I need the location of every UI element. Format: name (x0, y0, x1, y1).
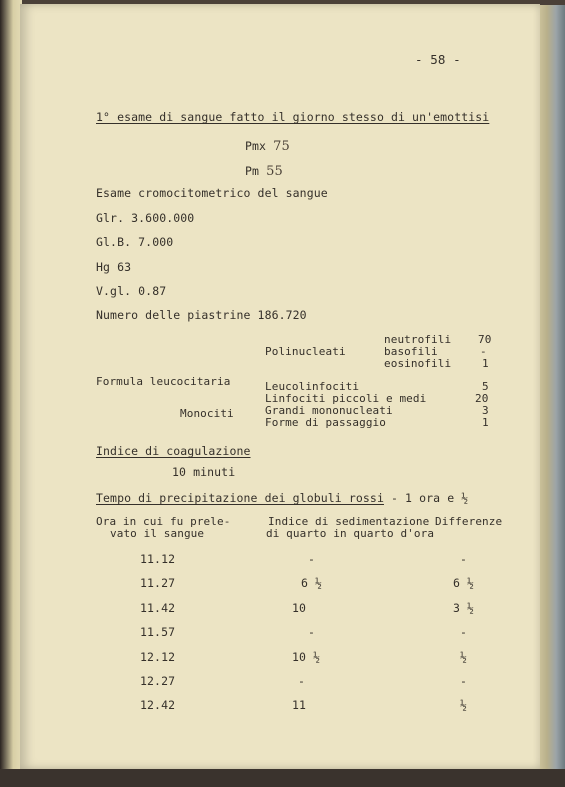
formula-item-value: 20 (475, 392, 489, 405)
row-time: 11.57 (140, 625, 176, 639)
row-diff: - (460, 552, 468, 566)
row-time: 11.27 (140, 576, 176, 590)
formula-item-name: Linfociti piccoli e medi (265, 392, 427, 405)
row-time: 12.42 (140, 698, 176, 712)
book-bottom-edge (0, 769, 565, 787)
formula-item-value: 5 (482, 380, 489, 393)
coagulation-title: Indice di coagulazione (96, 444, 251, 458)
pmx-label: Pmx (245, 139, 267, 153)
book-spine (0, 0, 22, 787)
header-col1-line1: Ora in cui fu prele- (96, 515, 231, 528)
row-index: - (298, 674, 306, 688)
coagulation-value: 10 minuti (172, 465, 236, 479)
header-col2-line2: di quarto in quarto d'ora (266, 527, 435, 540)
glr-value: Glr. 3.600.000 (96, 211, 195, 225)
formula-item-value: 70 (478, 333, 492, 346)
document-page (20, 4, 540, 769)
row-index: 10 (292, 601, 307, 615)
row-diff: 6 ½ (453, 576, 475, 590)
precipitation-title: Tempo di precipitazione dei globuli rossi (96, 491, 384, 505)
pm-line (245, 164, 283, 179)
row-index: 11 (292, 698, 307, 712)
row-diff: 3 ½ (453, 601, 475, 615)
formula-item-name: eosinofili (384, 357, 452, 370)
mononucleati-label: Monociti (180, 407, 234, 420)
row-time: 12.27 (140, 674, 176, 688)
precipitation-tail: - 1 ora e ½ (391, 491, 469, 505)
formula-item-value: 1 (482, 357, 489, 370)
glb-value: Gl.B. 7.000 (96, 235, 174, 249)
row-diff: ½ (460, 650, 468, 664)
vgl-value: V.gl. 0.87 (96, 284, 167, 298)
pmx-value: 75 (273, 139, 290, 154)
polinucleati-label: Polinucleati (265, 345, 346, 358)
document-title: 1° esame di sangue fatto il giorno stesso di un'emottisi (96, 110, 490, 124)
row-index: 10 ½ (292, 650, 321, 664)
row-index: - (308, 625, 316, 639)
precipitation-line (96, 491, 468, 505)
formula-item-value: 1 (482, 416, 489, 429)
row-index: - (308, 552, 316, 566)
formula-label: Formula leucocitaria (96, 375, 231, 388)
pm-label: Pm (245, 164, 260, 178)
pmx-line (245, 139, 290, 154)
formula-item-name: neutrofili (384, 333, 452, 346)
formula-item-value: - (480, 345, 487, 358)
header-col3: Differenze (435, 515, 503, 528)
row-index: 6 ½ (301, 576, 323, 590)
page-number: - 58 - (415, 52, 461, 67)
formula-item-name: Leucolinfociti (265, 380, 360, 393)
cromo-title: Esame cromocitometrico del sangue (96, 186, 328, 200)
formula-item-name: Grandi mononucleati (265, 404, 393, 417)
hg-value: Hg 63 (96, 260, 132, 274)
row-diff: - (460, 625, 468, 639)
row-time: 11.12 (140, 552, 176, 566)
formula-item-name: basofili (384, 345, 438, 358)
pm-value: 55 (266, 164, 283, 179)
header-col2-line1: Indice di sedimentazione (268, 515, 430, 528)
piastrine-value: Numero delle piastrine 186.720 (96, 308, 307, 322)
header-col1-line2: vato il sangue (110, 527, 205, 540)
formula-item-value: 3 (482, 404, 489, 417)
row-time: 11.42 (140, 601, 176, 615)
row-time: 12.12 (140, 650, 176, 664)
formula-item-name: Forme di passaggio (265, 416, 387, 429)
row-diff: ½ (460, 698, 468, 712)
row-diff: - (460, 674, 468, 688)
